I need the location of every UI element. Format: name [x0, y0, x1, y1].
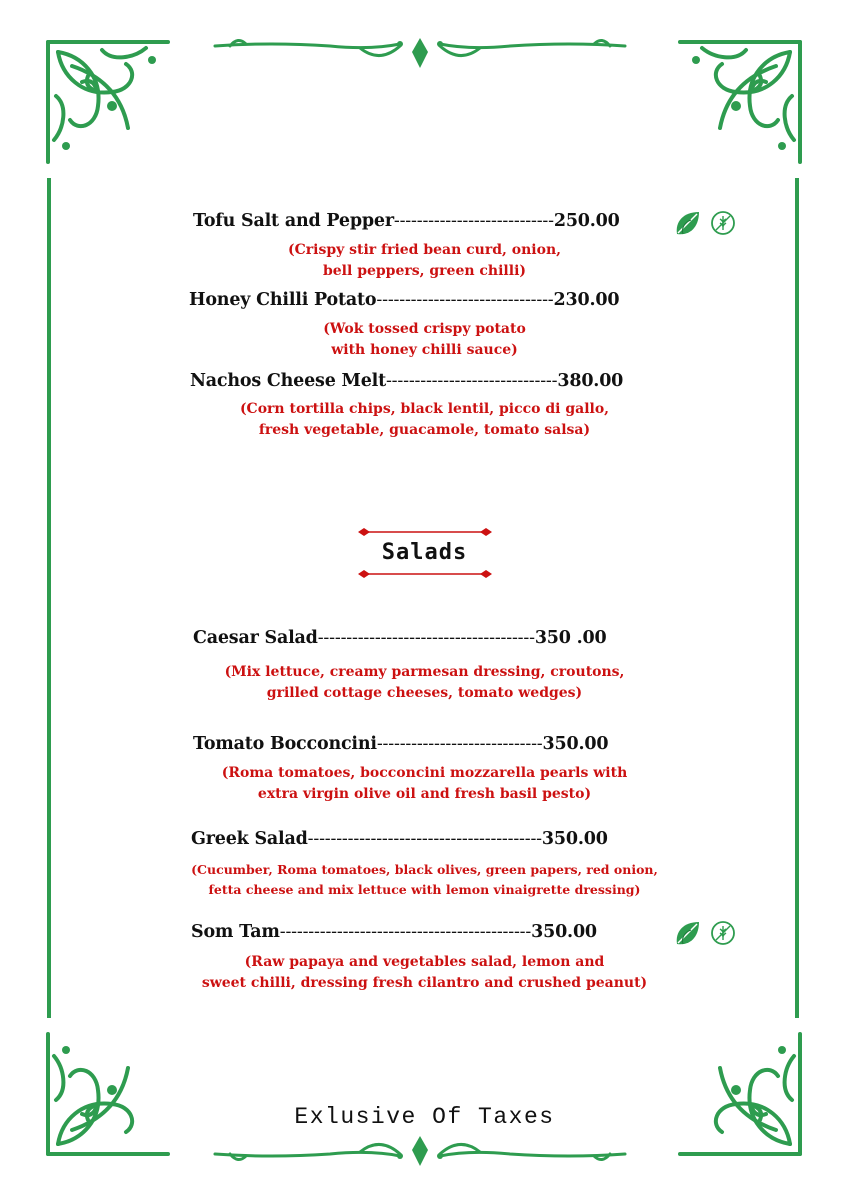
- item-description: [0, 763, 849, 805]
- description-line: fetta cheese and mix lettuce with lemon vinaigrette dressing): [208, 882, 641, 897]
- heading-divider-bottom: [356, 568, 494, 580]
- item-leader-dashes: -------------------------------: [376, 290, 554, 310]
- description-line: (Mix lettuce, creamy parmesan dressing, croutons,: [224, 664, 625, 680]
- item-leader-dashes: -----------------------------------------: [307, 829, 542, 849]
- menu-item-line: [193, 734, 608, 754]
- item-name: Nachos Cheese Melt: [190, 371, 386, 391]
- description-line: (Crispy stir fried bean curd, onion,: [287, 242, 561, 258]
- corner-ornament-bottom-right: [676, 1030, 806, 1160]
- description-line: bell peppers, green chilli): [322, 263, 527, 279]
- item-description: [0, 860, 849, 900]
- diet-badges: [673, 918, 736, 948]
- item-description: [0, 240, 849, 282]
- item-name: Caesar Salad: [193, 628, 318, 648]
- description-line: grilled cottage cheeses, tomato wedges): [266, 685, 583, 701]
- gluten-free-icon: [710, 920, 736, 946]
- item-price: 250.00: [553, 211, 620, 231]
- item-leader-dashes: ----------------------------: [393, 211, 554, 231]
- gluten-free-icon: [710, 210, 736, 236]
- item-price: 350 .00: [534, 628, 607, 648]
- item-name: Tomato Bocconcini: [193, 734, 377, 754]
- menu-item-line: [191, 829, 608, 849]
- description-line: with honey chilli sauce): [331, 342, 518, 358]
- footer-taxes-note: Exlusive Of Taxes: [294, 1104, 555, 1130]
- item-leader-dashes: --------------------------------------: [317, 628, 535, 648]
- item-price: 380.00: [557, 371, 624, 391]
- description-line: (Roma tomatoes, bocconcini mozzarella pearls with: [221, 765, 628, 781]
- description-line: (Cucumber, Roma tomatoes, black olives, green papers, red onion,: [191, 862, 658, 877]
- menu-item-line: [193, 211, 620, 231]
- item-name: Tofu Salt and Pepper: [193, 211, 394, 231]
- corner-ornament-top-right: [676, 36, 806, 166]
- section-heading-salads: Salads: [381, 540, 468, 565]
- item-price: 350.00: [541, 829, 608, 849]
- corner-ornament-bottom-left: [42, 1030, 172, 1160]
- item-price: 230.00: [553, 290, 620, 310]
- item-description: [0, 319, 849, 361]
- description-line: sweet chilli, dressing fresh cilantro and crushed peanut): [201, 975, 648, 991]
- item-price: 350.00: [542, 734, 609, 754]
- description-line: (Raw papaya and vegetables salad, lemon and: [244, 954, 605, 970]
- diet-badges: [673, 208, 736, 238]
- bottom-scroll-ornament: [210, 1132, 630, 1172]
- menu-item-line: [193, 628, 607, 648]
- item-description: [0, 662, 849, 704]
- item-name: Honey Chilli Potato: [189, 290, 377, 310]
- item-leader-dashes: ------------------------------: [385, 371, 558, 391]
- corner-ornament-top-left: [42, 36, 172, 166]
- vegan-leaf-icon: [673, 208, 703, 238]
- item-name: Som Tam: [191, 922, 280, 942]
- item-price: 350.00: [531, 922, 597, 942]
- item-description: [0, 952, 849, 994]
- item-name: Greek Salad: [191, 829, 308, 849]
- vegan-leaf-icon: [673, 918, 703, 948]
- description-line: (Wok tossed crispy potato: [323, 321, 526, 337]
- top-scroll-ornament: [210, 32, 630, 72]
- item-description: [0, 399, 849, 441]
- menu-item-line: [189, 290, 619, 310]
- description-line: extra virgin olive oil and fresh basil pesto): [257, 786, 592, 802]
- heading-divider-top: [356, 526, 494, 538]
- item-leader-dashes: -----------------------------: [376, 734, 543, 754]
- item-leader-dashes: --------------------------------------------: [279, 922, 532, 942]
- description-line: fresh vegetable, guacamole, tomato salsa): [258, 422, 591, 438]
- menu-item-line: [191, 922, 597, 942]
- description-line: (Corn tortilla chips, black lentil, picco di gallo,: [239, 401, 610, 417]
- menu-item-line: [190, 371, 623, 391]
